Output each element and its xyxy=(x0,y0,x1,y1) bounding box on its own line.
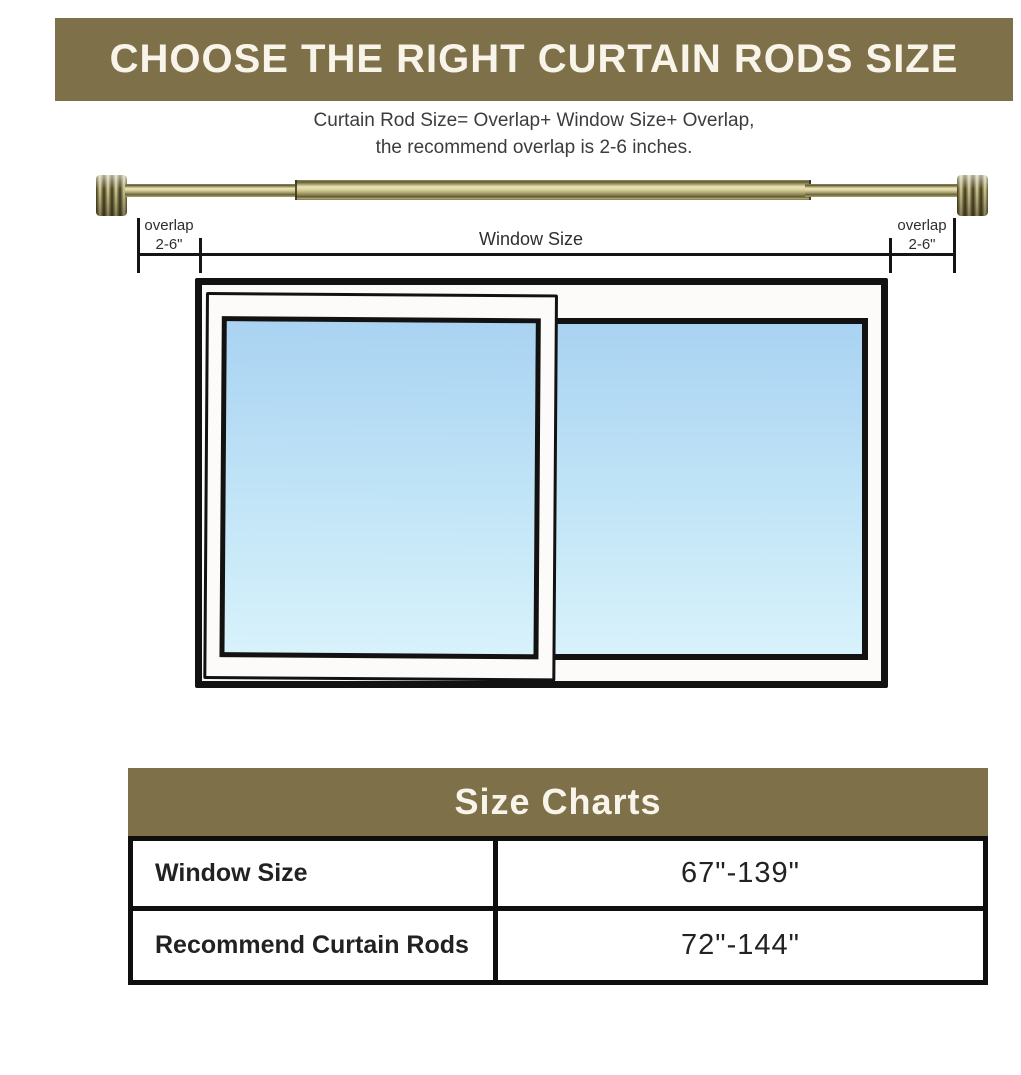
table-row-value-recommend-rods: 72"-144" xyxy=(681,928,800,961)
rod-tube-center xyxy=(295,180,811,200)
rod-finial-left xyxy=(96,175,127,216)
formula-text xyxy=(55,107,1013,161)
table-row-label-recommend-rods: Recommend Curtain Rods xyxy=(133,911,498,981)
window-sash-left xyxy=(203,292,558,681)
formula-line-1: Curtain Rod Size= Overlap+ Window Size+ Overlap, xyxy=(313,110,755,131)
rod-finial-right xyxy=(957,175,988,216)
overlap-right-line-2: 2-6" xyxy=(908,236,936,253)
overlap-left-line-1: overlap xyxy=(144,217,194,234)
window-glass-left xyxy=(219,316,540,659)
overlap-right-line-1: overlap xyxy=(897,217,947,234)
window-glass-right xyxy=(546,318,868,660)
overlap-left-line-2: 2-6" xyxy=(155,236,183,253)
rod-tube-thin-right xyxy=(805,184,959,197)
title-banner xyxy=(55,18,1013,101)
size-chart-title: Size Charts xyxy=(454,781,662,822)
overlap-label-left xyxy=(138,216,200,254)
table-row-value-window-size: 67"-139" xyxy=(498,841,983,911)
dimension-line xyxy=(137,253,956,256)
size-chart-header xyxy=(128,768,988,836)
formula-line-2: the recommend overlap is 2-6 inches. xyxy=(375,137,693,158)
table-row-label-window-size: Window Size xyxy=(133,841,498,911)
dimension-tick-outer-right xyxy=(953,218,956,273)
page-title: CHOOSE THE RIGHT CURTAIN RODS SIZE xyxy=(109,37,959,81)
overlap-label-right xyxy=(891,216,953,254)
rod-tube-thin-left xyxy=(125,184,297,197)
size-chart-table xyxy=(128,836,988,985)
window-size-label: Window Size xyxy=(478,229,584,249)
